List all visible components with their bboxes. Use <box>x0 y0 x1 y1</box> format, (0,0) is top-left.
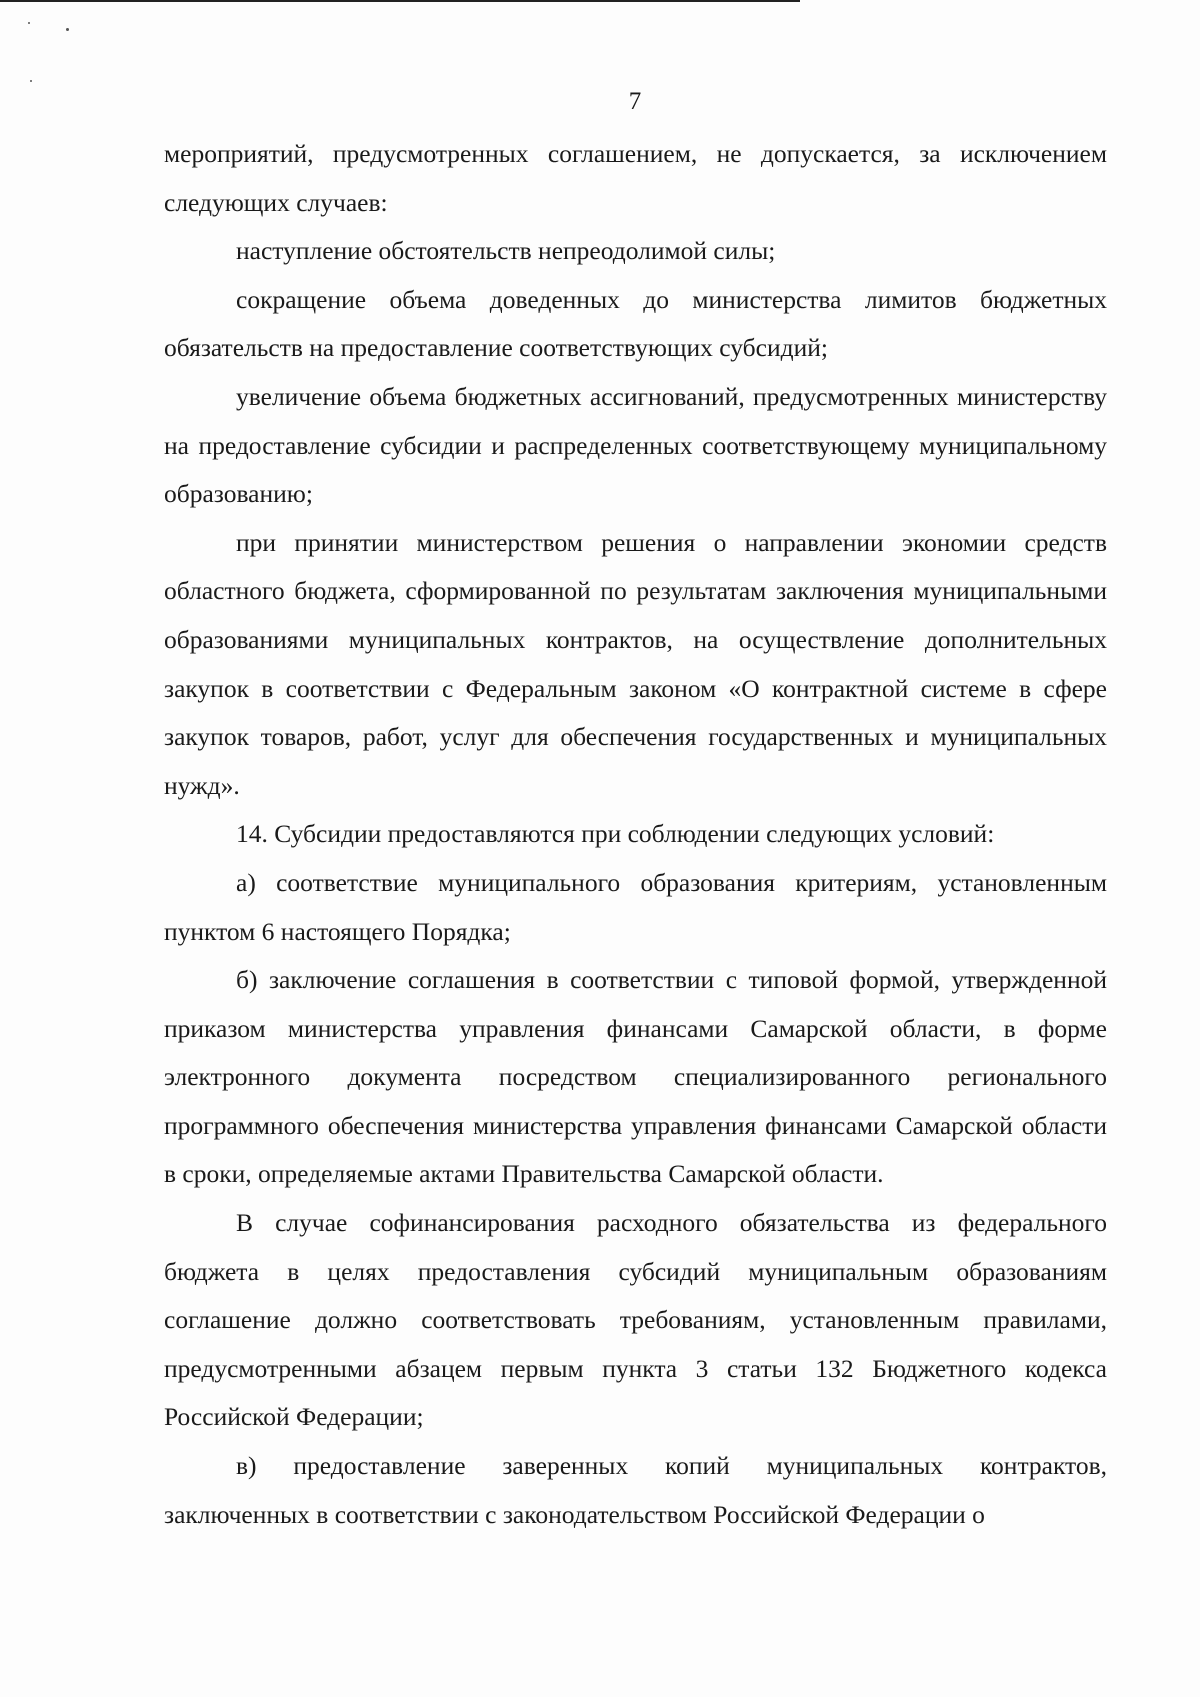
paragraph: 14. Субсидии предоставляются при соблюдении следующих условий: <box>236 819 995 849</box>
paragraph: наступление обстоятельств непреодолимой силы; <box>236 236 776 266</box>
paragraph: б) заключение соглашения в соответствии с типовой формой, утвержденной приказом министерства управления финансами Самарской области, в форме электронного документа посредством специализированного регионального программного обеспечения министерства управления финансами Самарской области в сроки, определяемые актами Правительства Самарской области. <box>164 965 1107 1189</box>
paragraph: в) предоставление заверенных копий муниципальных контрактов, заключенных в соответствии с законодательством Российской Федерации о <box>164 1451 1107 1529</box>
paragraph-continuation: мероприятий, предусмотренных соглашением, не допускается, за исключением следующих случаев: <box>164 139 1107 217</box>
paragraph: а) соответствие муниципального образования критериям, установленным пунктом 6 настоящего Порядка; <box>164 867 1107 946</box>
scan-speck <box>30 80 32 82</box>
scan-speck <box>28 22 30 24</box>
page-number: 7 <box>628 88 642 115</box>
scan-top-edge <box>0 0 800 2</box>
document-body <box>164 130 1107 1539</box>
paragraph: увеличение объема бюджетных ассигнований, предусмотренных министерству на предоставление субсидии и распределенных соответствующему муниципальному образованию; <box>164 381 1107 509</box>
scan-speck <box>66 28 69 31</box>
paragraph: при принятии министерством решения о направлении экономии средств областного бюджета, сформированной по результатам заключения муниципальными образованиями муниципальных контрактов, на осуществление дополнительных закупок в соответствии с Федеральным законом «О контрактной системе в сфере закупок товаров, работ, услуг для обеспечения государственных и муниципальных нужд». <box>164 527 1107 800</box>
paragraph: В случае софинансирования расходного обязательства из федерального бюджета в целях предоставления субсидий муниципальным образованиям соглашение должно соответствовать требованиям, установленным правилами, предусмотренными абзацем первым пункта 3 статьи 132 Бюджетного кодекса Российской Федерации; <box>164 1208 1107 1432</box>
paragraph: сокращение объема доведенных до министерства лимитов бюджетных обязательств на предоставление соответствующих субсидий; <box>164 284 1107 363</box>
